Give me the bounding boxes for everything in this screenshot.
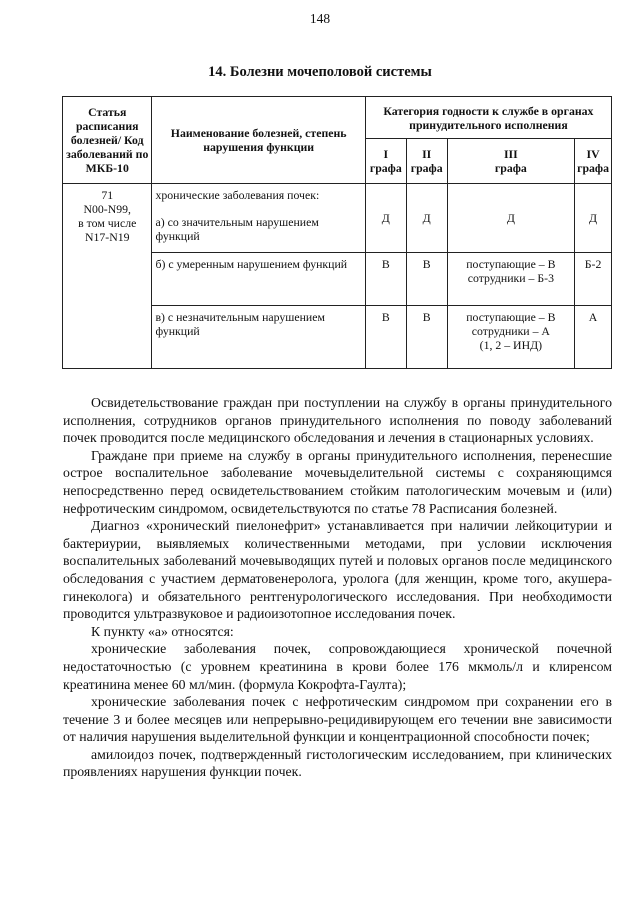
paragraph: хронические заболевания почек, сопровождающиеся хронической почечной недостаточностью (с уровнем креатинина в крови более 176 мкмоль/л и клиренсом креатинина менее 60 мл/мин. (формула Кокрофта-Гаулта); xyxy=(63,641,612,692)
category-cell-2: В xyxy=(406,306,447,369)
category-cell-4: Д xyxy=(575,184,612,253)
category-cell-3 xyxy=(447,253,575,306)
category-cell-4: А xyxy=(575,306,612,369)
category-employees: сотрудники – Б-3 xyxy=(467,271,554,285)
category-applicants: поступающие – В xyxy=(466,257,556,271)
table-row xyxy=(63,184,612,253)
fitness-category-table xyxy=(62,96,612,369)
article-code-cell xyxy=(63,184,152,369)
paragraph: хронические заболевания почек с нефротическим синдромом при сохранении его в течение 3 и более месяцев или непрерывно-рецидивирующем его течении вне зависимости от наличия нарушения выделительной функции и концентрационной способности почек; xyxy=(63,694,612,745)
column-label: графа xyxy=(577,161,609,175)
disease-name-cell: в) с незначительным нарушением функций xyxy=(152,306,365,369)
column-label: графа xyxy=(369,161,402,175)
disease-name-cell xyxy=(152,184,365,253)
paragraph: Освидетельствование граждан при поступлении на службу в органы принудительного исполнения, сотрудников органов принудительного исполнения по поводу заболеваний почек проводится после медицинского обследования и лечения в стационарных условиях. xyxy=(63,395,612,446)
category-cell-1: Д xyxy=(365,184,406,253)
header-disease-name: Наименование болезней, степень нарушения функции xyxy=(152,97,365,184)
column-number: II xyxy=(422,147,432,161)
article-number: 71 xyxy=(101,188,114,202)
article-codes: N00-N99, xyxy=(83,202,131,216)
column-number: I xyxy=(383,147,389,161)
category-applicants: поступающие – В xyxy=(466,310,556,324)
category-note: (1, 2 – ИНД) xyxy=(479,338,543,352)
category-cell-2: В xyxy=(406,253,447,306)
table-header-row xyxy=(63,97,612,139)
header-column-3 xyxy=(447,139,575,184)
category-employees: сотрудники – А xyxy=(471,324,550,338)
header-column-2 xyxy=(406,139,447,184)
category-cell-2: Д xyxy=(406,184,447,253)
category-cell-4: Б-2 xyxy=(575,253,612,306)
header-column-1 xyxy=(365,139,406,184)
header-article-code: Статья расписания болезней/ Код заболеваний по МКБ-10 xyxy=(63,97,152,184)
page-number: 148 xyxy=(309,11,331,26)
category-cell-3: Д xyxy=(447,184,575,253)
section-title: 14. Болезни мочеполовой системы xyxy=(208,64,432,80)
article-including: в том числе xyxy=(78,216,137,230)
disease-name-cell: б) с умеренным нарушением функций xyxy=(152,253,365,306)
category-cell-1: В xyxy=(365,306,406,369)
article-subcodes: N17-N19 xyxy=(84,230,130,244)
disease-intro: хронические заболевания почек: xyxy=(155,188,320,202)
header-column-4 xyxy=(575,139,612,184)
header-fitness-category: Категория годности к службе в органах принудительного исполнения xyxy=(365,97,611,139)
column-label: графа xyxy=(494,161,527,175)
column-number: III xyxy=(503,147,518,161)
paragraph: Граждане при приеме на службу в органы принудительного исполнения, перенесшие острое воспалительное заболевание мочевыделительной системы с сохраняющимся непосредственно перед освидетельствованием стойким патологическим мочевым и (или) нефротическим синдромом, освидетельствуются по статье 78 Расписания болезней. xyxy=(63,447,612,516)
category-cell-1: В xyxy=(365,253,406,306)
paragraph: К пункту «а» относятся: xyxy=(91,623,234,639)
column-number: IV xyxy=(586,147,600,161)
column-label: графа xyxy=(410,161,443,175)
paragraph: амилоидоз почек, подтвержденный гистологическим исследованием, при клинических проявлениях нарушения функции почек. xyxy=(63,746,612,780)
disease-severity: а) со значительным нарушением функций xyxy=(155,215,319,243)
paragraph: Диагноз «хронический пиелонефрит» устанавливается при наличии лейкоцитурии и бактериурии, выявляемых количественными методами, при условии исключения воспалительных заболеваний мочевыводящих путей и половых органов после медицинского обследования с участием дерматовенеролога, уролога (для женщин, кроме того, акушера-гинеколога) и обязательного рентгенурологического исследования. При необходимости проводится ультразвуковое и радиоизотопное исследования почек. xyxy=(63,518,612,622)
category-cell-3 xyxy=(447,306,575,369)
body-text xyxy=(63,394,612,781)
